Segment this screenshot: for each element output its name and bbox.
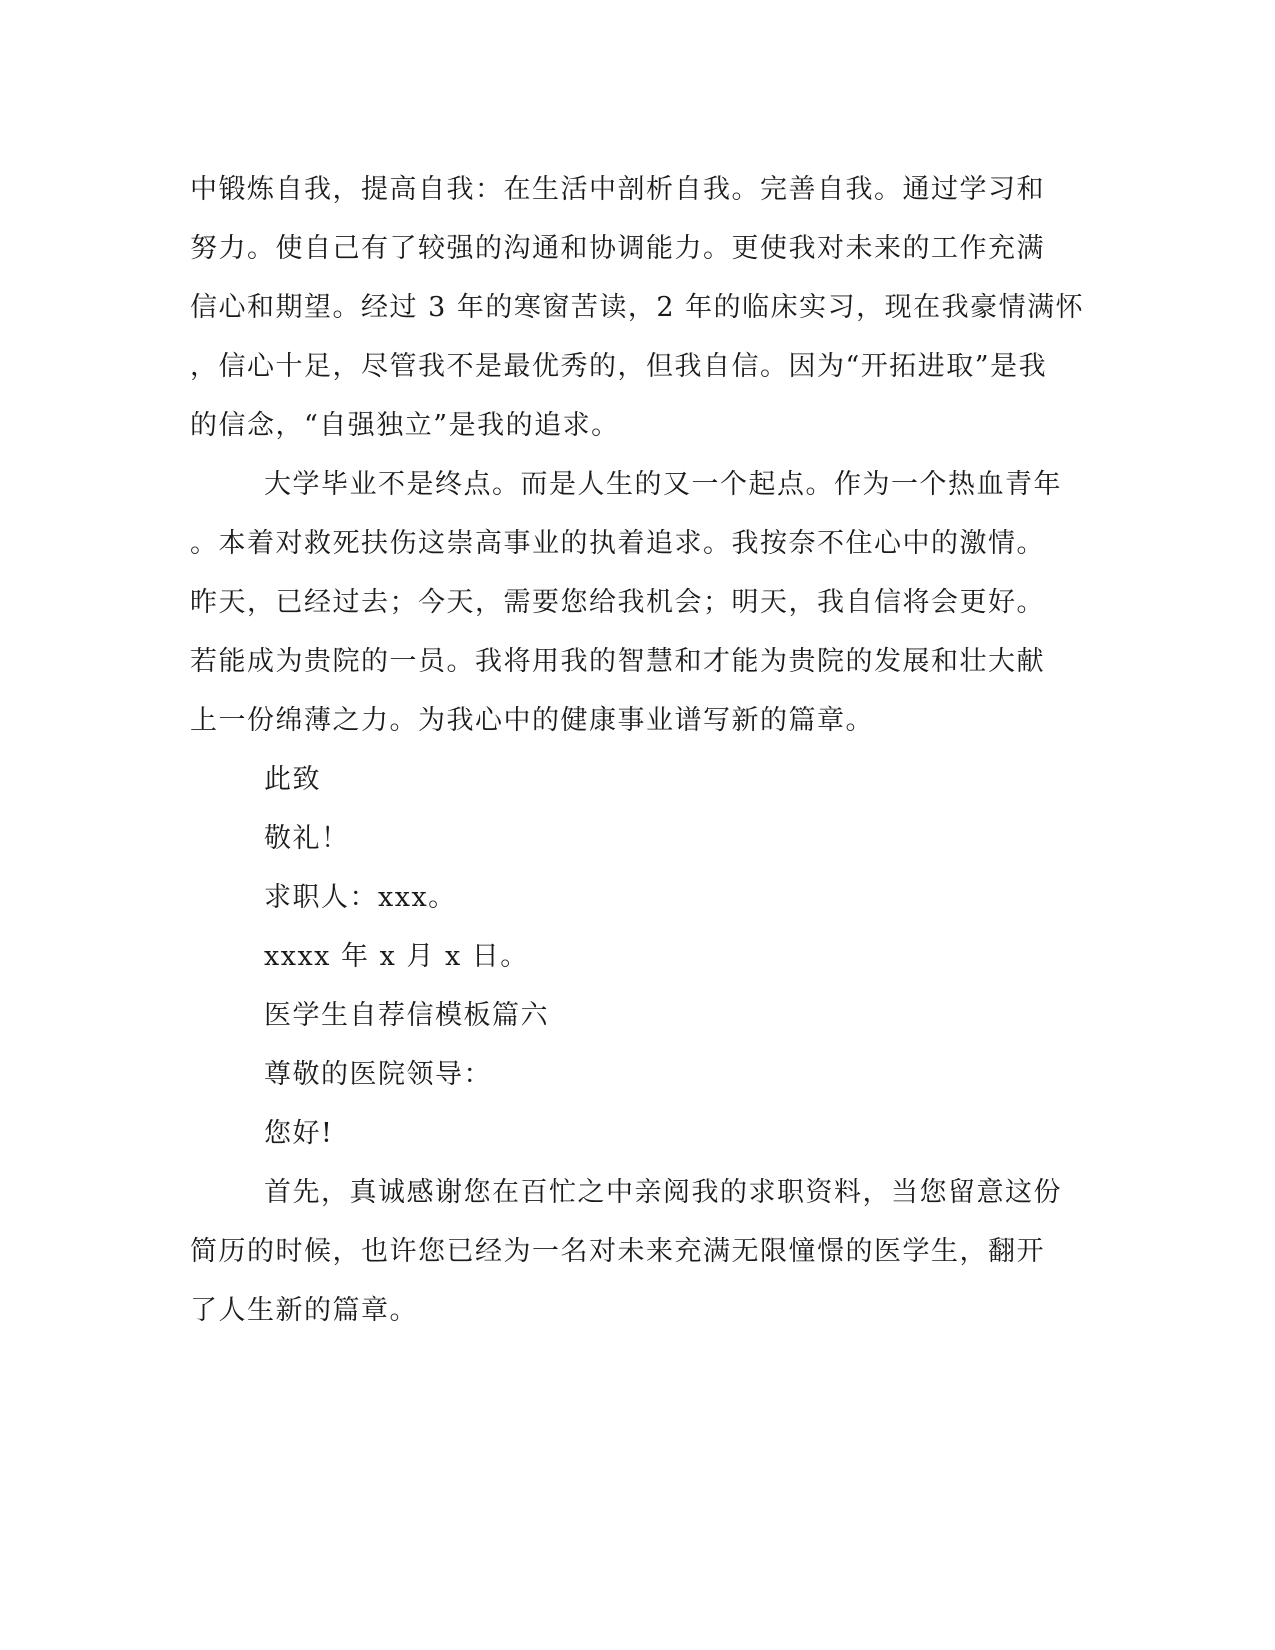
- paragraph-line: 。本着对救死扶伤这崇高事业的执着追求。我按奈不住心中的激情。: [190, 528, 1045, 559]
- paragraph-line: 的信念，“自强独立”是我的追求。: [190, 410, 620, 441]
- greeting: 您好!: [264, 1118, 334, 1149]
- closing-regards: 敬礼！: [264, 823, 350, 854]
- paragraph-line: 信心和期望。经过 3 年的寒窗苦读，2 年的临床实习，现在我豪情满怀: [190, 292, 1085, 323]
- paragraph-line: 努力。使自己有了较强的沟通和协调能力。更使我对未来的工作充满: [190, 233, 1045, 264]
- closing-salutation: 此致: [264, 764, 321, 795]
- section-title: 医学生自荐信模板篇六: [264, 1000, 549, 1031]
- paragraph-line: 昨天，已经过去；今天，需要您给我机会；明天，我自信将会更好。: [190, 587, 1045, 618]
- paragraph-line: 大学毕业不是终点。而是人生的又一个起点。作为一个热血青年: [264, 469, 1062, 500]
- paragraph-line: 首先，真诚感谢您在百忙之中亲阅我的求职资料，当您留意这份: [264, 1177, 1062, 1208]
- applicant-signature: 求职人：xxx。: [264, 882, 457, 913]
- paragraph-line: 上一份绵薄之力。为我心中的健康事业谱写新的篇章。: [190, 705, 874, 736]
- letter-salutation: 尊敬的医院领导：: [264, 1059, 492, 1090]
- paragraph-line: ，信心十足，尽管我不是最优秀的，但我自信。因为“开拓进取”是我: [190, 351, 1048, 382]
- paragraph-line: 中锻炼自我，提高自我：在生活中剖析自我。完善自我。通过学习和: [190, 174, 1045, 205]
- paragraph-line: 简历的时候，也许您已经为一名对未来充满无限憧憬的医学生，翻开: [190, 1236, 1045, 1267]
- paragraph-line: 若能成为贵院的一员。我将用我的智慧和才能为贵院的发展和壮大献: [190, 646, 1045, 677]
- paragraph-line: 了人生新的篇章。: [190, 1295, 418, 1326]
- date-line: xxxx 年 x 月 x 日。: [264, 941, 529, 972]
